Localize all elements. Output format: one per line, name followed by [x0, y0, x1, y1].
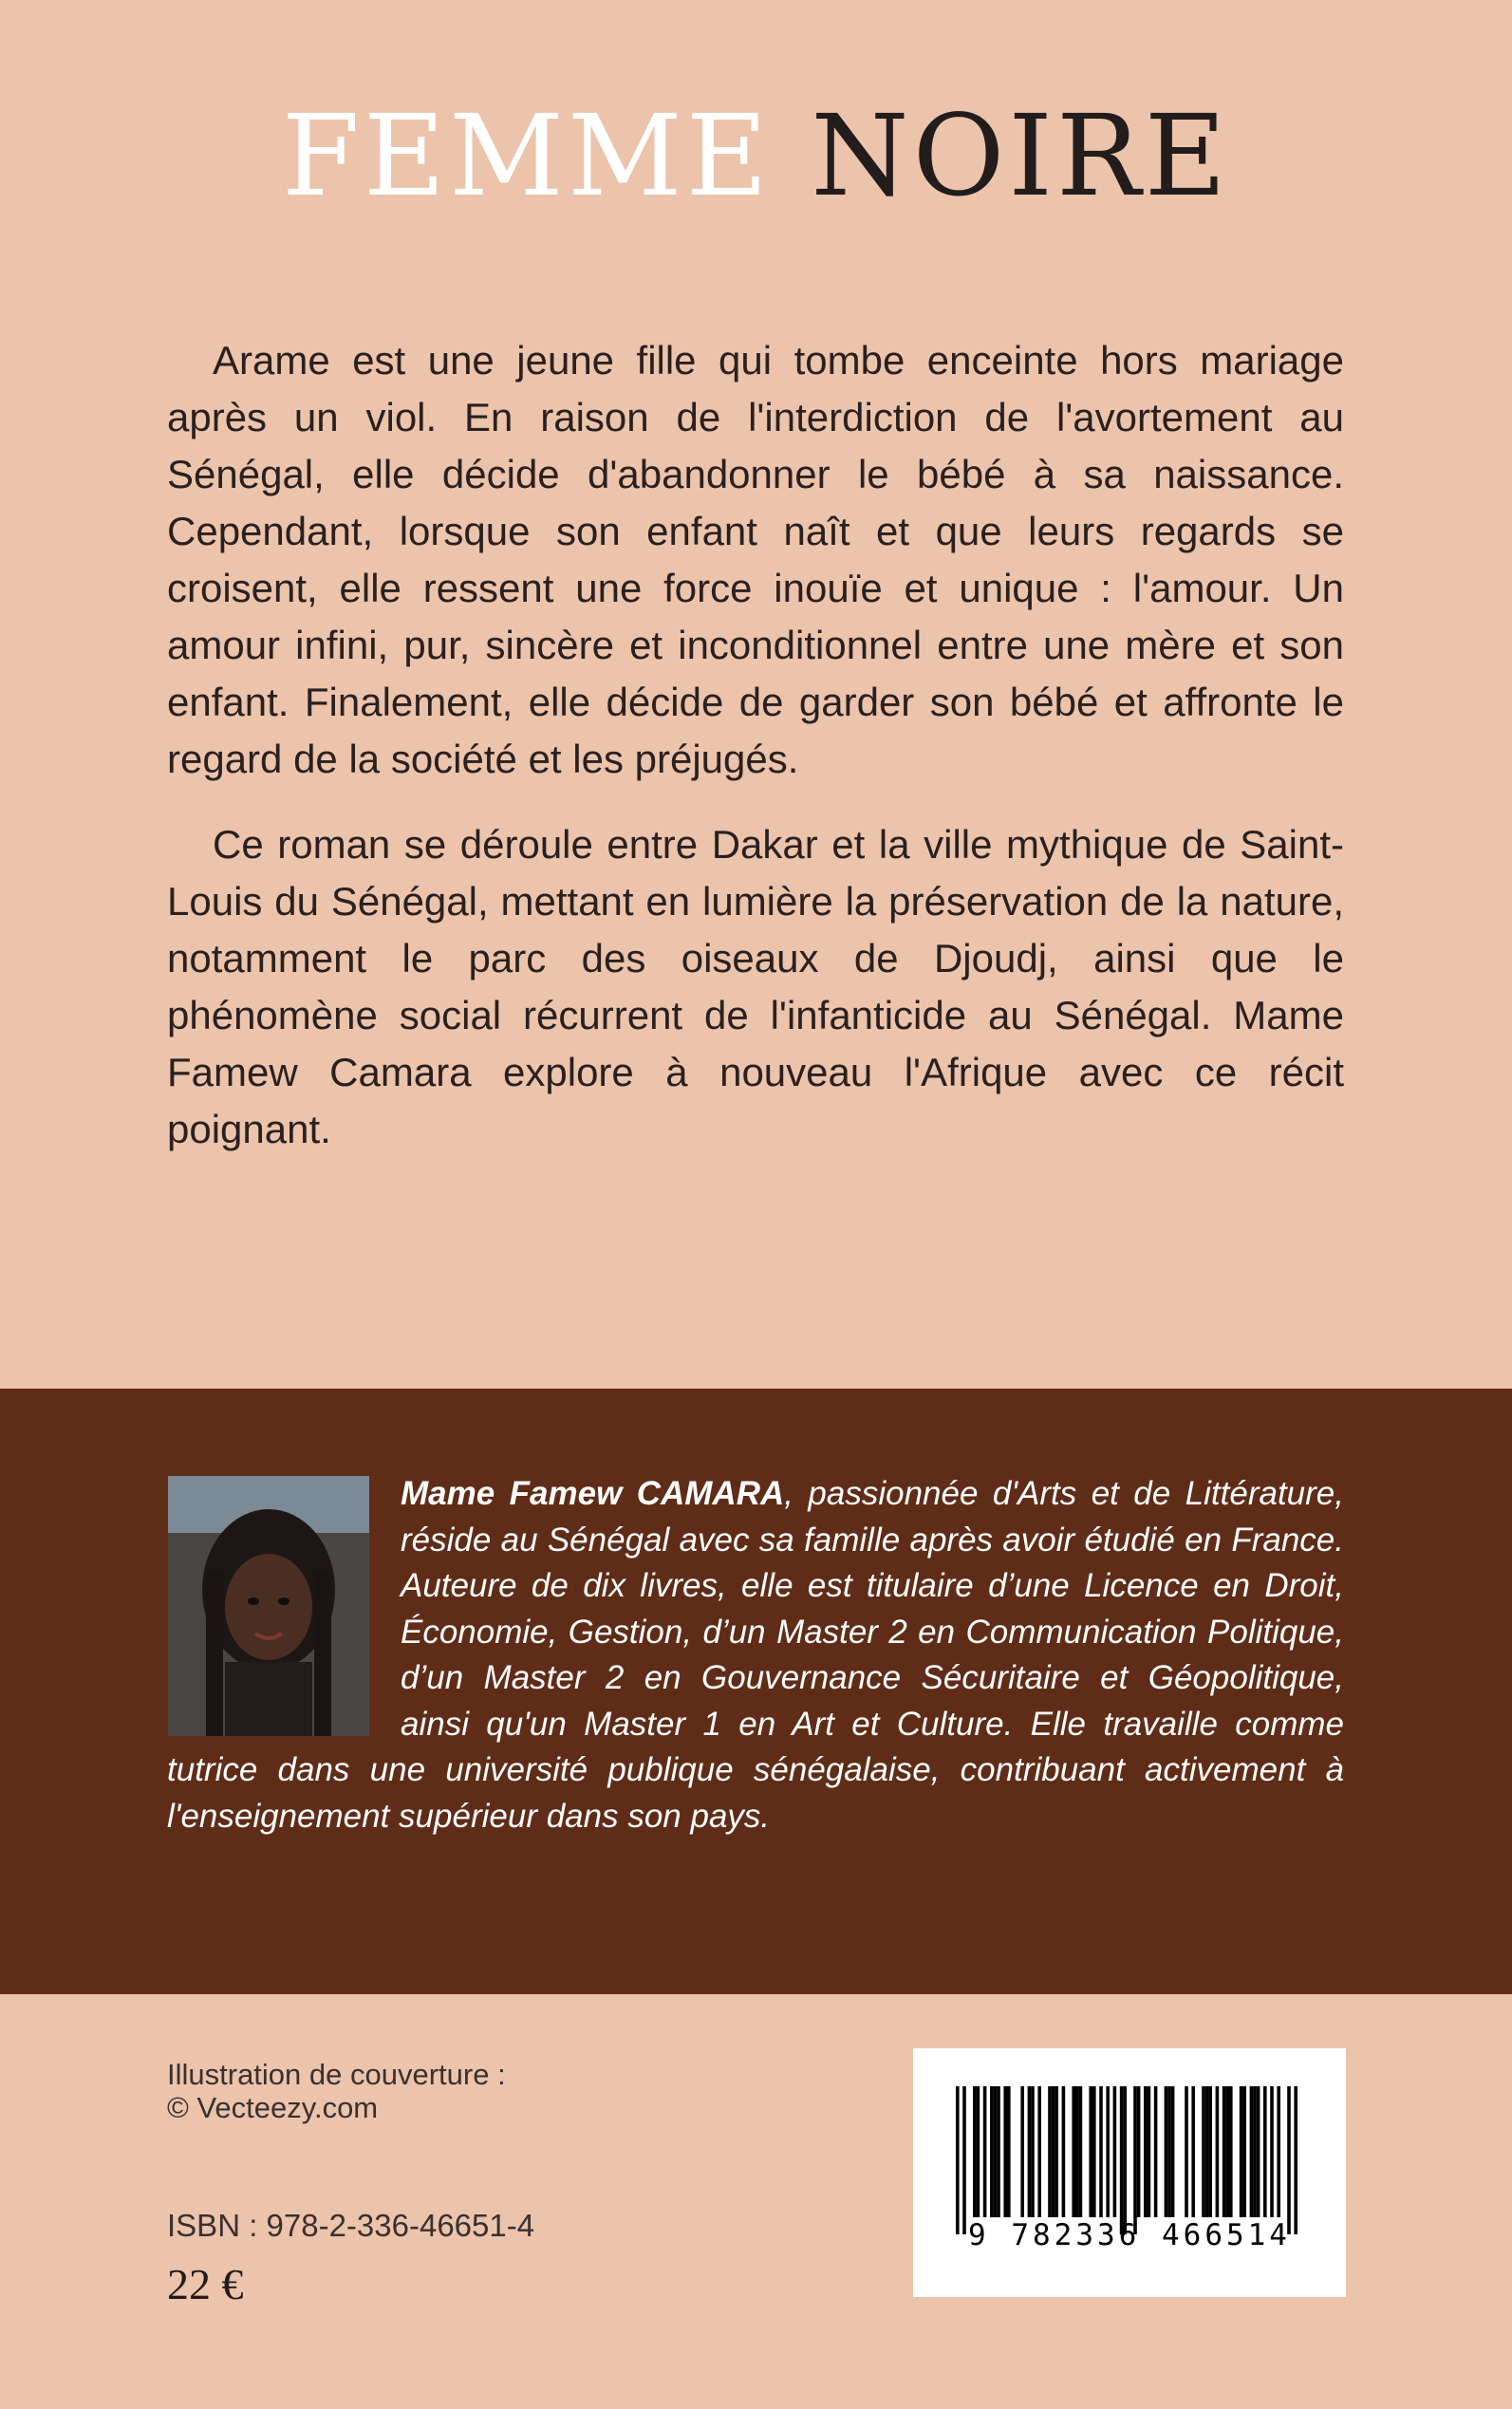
book-title	[0, 90, 1512, 221]
barcode-bar	[1250, 2086, 1254, 2217]
barcode-bar	[1294, 2086, 1297, 2234]
barcode-bar	[962, 2086, 966, 2234]
illustration-source: © Vecteezy.com	[167, 2091, 379, 2124]
barcode-bar	[1242, 2086, 1246, 2217]
barcode-bar	[997, 2086, 1000, 2217]
barcode-bar	[1099, 2086, 1103, 2217]
author-bio	[167, 1471, 1344, 1839]
barcode-bar	[1202, 2086, 1205, 2217]
barcode-bar	[1223, 2086, 1226, 2217]
barcode-bar	[1229, 2086, 1233, 2217]
barcode-bar	[994, 2086, 998, 2217]
barcode-bar	[956, 2086, 960, 2234]
barcode-bar	[1208, 2086, 1212, 2217]
barcode-bar	[1092, 2086, 1096, 2217]
barcode-bar	[1075, 2086, 1079, 2217]
barcode-bar	[1240, 2086, 1243, 2217]
barcode-bar	[1031, 2086, 1035, 2217]
barcode-bar	[1225, 2086, 1229, 2217]
barcode-bar	[983, 2086, 987, 2217]
barcode-bar	[1120, 2086, 1124, 2234]
barcode-bars	[913, 2048, 1346, 2297]
barcode-bar	[1007, 2086, 1011, 2217]
barcode-bar	[1167, 2086, 1171, 2217]
barcode-bar	[1062, 2086, 1066, 2217]
barcode-bar	[1079, 2086, 1083, 2217]
title-word-femme: FEMME	[282, 90, 772, 221]
barcode-bar	[1137, 2086, 1141, 2217]
title-word-noire: NOIRE	[811, 90, 1230, 221]
summary-paragraph-1: Arame est une jeune fille qui tombe enceinte hors mariage après un viol. En raison de l'interdiction de l'avortement au Sénégal, elle décide d'abandonner le bébé à sa naissance. Cependant, lorsque son enfant naît et que leurs regards se croisent, elle ressent une force inouïe et unique : l'amour. Un amour infini, pur, sincère et inconditionnel entre une mère et son enfant. Finalement, elle décide de garder son bébé et affronte le regard de la société et les préjugés.	[167, 338, 1344, 781]
illustration-label: Illustration de couverture :	[167, 2058, 506, 2091]
barcode-bar	[973, 2086, 977, 2217]
barcode-bar	[1037, 2086, 1041, 2217]
barcode-bar	[1287, 2086, 1291, 2234]
barcode-bar	[1020, 2086, 1024, 2217]
barcode-bar	[1113, 2086, 1117, 2217]
author-name: Mame Famew CAMARA	[401, 1475, 785, 1512]
barcode-bar	[1277, 2086, 1280, 2217]
barcode-bar	[1048, 2086, 1052, 2217]
barcode-bar	[1028, 2086, 1032, 2217]
book-summary	[167, 332, 1344, 1186]
summary-paragraph-2: Ce roman se déroule entre Dakar et la ville mythique de Saint-Louis du Sénégal, mettant en lumière la préservation de la nature, notamment le parc des oiseaux de Djoudj, ainsi que le phénomène social récurrent de l'infanticide au Sénégal. Mame Famew Camara explore à nouveau l'Afrique avec ce récit poignant.	[167, 822, 1344, 1151]
barcode-bar	[1123, 2086, 1127, 2234]
barcode	[913, 2048, 1346, 2297]
price: 22 €	[167, 2260, 244, 2308]
barcode-bar	[1055, 2086, 1058, 2217]
barcode-bar	[1165, 2086, 1168, 2217]
cover-credits	[167, 2058, 506, 2124]
barcode-bar	[1185, 2086, 1188, 2217]
barcode-bar	[1191, 2086, 1195, 2217]
barcode-bar	[1216, 2086, 1220, 2217]
barcode-bar	[1205, 2086, 1209, 2217]
barcode-bar	[1263, 2086, 1267, 2217]
barcode-bar	[1270, 2086, 1274, 2217]
barcode-bar	[977, 2086, 980, 2217]
barcode-bar	[1106, 2086, 1110, 2217]
barcode-bar	[1052, 2086, 1055, 2217]
barcode-bar	[1154, 2086, 1158, 2217]
barcode-bar	[990, 2086, 994, 2217]
barcode-bar	[1171, 2086, 1175, 2217]
barcode-bar	[1089, 2086, 1092, 2217]
barcode-bar	[1253, 2086, 1257, 2217]
barcode-bar	[1003, 2086, 1007, 2217]
barcode-bar	[1257, 2086, 1260, 2217]
barcode-digits: 9 782336 466514	[968, 2218, 1291, 2252]
barcode-bar	[1133, 2086, 1137, 2234]
barcode-bar	[1072, 2086, 1075, 2217]
isbn: ISBN : 978-2-336-46651-4	[167, 2208, 535, 2243]
barcode-bar	[1144, 2086, 1148, 2217]
author-bio-text: , passionnée d'Arts et de Littérature, réside au Sénégal avec sa famille après avoir étudié en France. Auteure de dix livres, elle est titulaire d’une Licence en Droit, Économie, Gestion, d’un Master 2 en Communication Politique, d’un Master 2 en Gouvernance Sécuritaire et Géopolitique, ainsi qu'un Master 1 en Art et Culture. Elle travaille comme tutrice dans une université publique sénégalaise, contribuant activement à l'enseignement supérieur dans son pays.	[167, 1475, 1344, 1835]
barcode-bar	[1148, 2086, 1151, 2217]
